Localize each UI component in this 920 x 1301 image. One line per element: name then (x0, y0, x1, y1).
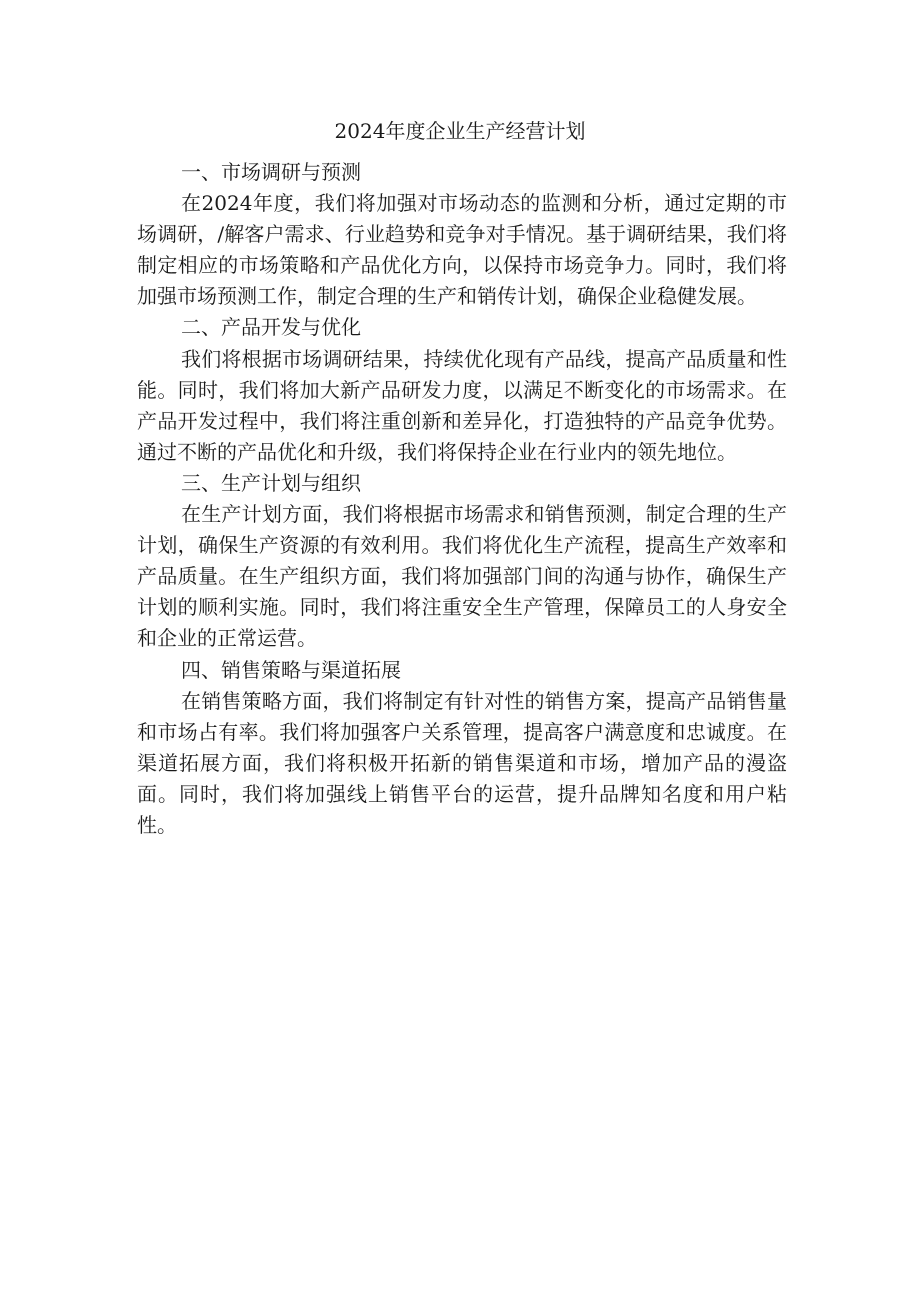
section-heading-production-plan: 三、生产计划与组织 (181, 470, 361, 495)
section-heading-sales-strategy: 四、销售策略与渠道拓展 (181, 657, 401, 682)
document-title: 2024年度企业生产经营计划 (334, 119, 586, 143)
section-heading-market-research: 一、市场调研与预测 (181, 160, 361, 184)
document-body (137, 157, 787, 841)
section-paragraph-sales-strategy: 在销售策略方面，我们将制定有针对性的销售方案，提高产品销售量和市场占有率。我们将加强客户关系管理，提高客户满意度和忠诚度。在渠道拓展方面，我们将积极开拓新的销售渠道和市场，增加产品的漫盗面。同时，我们将加强线上销售平台的运营，提升品牌知名度和用户粘性。 (137, 688, 787, 837)
section-paragraph-product-development: 我们将根据市场调研结果，持续优化现有产品线，提高产品质量和性能。同时，我们将加大新产品研发力度，以满足不断变化的市场需求。在产品开发过程中，我们将注重创新和差异化，打造独特的产品竞争优势。通过不断的产品优化和升级，我们将保持企业在行业内的领先地位。 (137, 346, 787, 464)
section-heading-product-development: 二、产品开发与优化 (181, 315, 361, 340)
section-paragraph-market-research: 在2024年度，我们将加强对市场动态的监测和分析，通过定期的市场调研，/解客户需求、行业趋势和竞争对手情况。基于调研结果，我们将制定相应的市场策略和产品优化方向，以保持市场竞争力。同时，我们将加强市场预测工作，制定合理的生产和销传计划，确保企业稳健发展。 (137, 191, 787, 309)
section-paragraph-production-plan: 在生产计划方面，我们将根据市场需求和销售预测，制定合理的生产计划，确保生产资源的有效利用。我们将优化生产流程，提高生产效率和产品质量。在生产组织方面，我们将加强部门间的沟通与协作，确保生产计划的顺利实施。同时，我们将注重安全生产管理，保障员工的人身安全和企业的正常运营。 (137, 502, 787, 651)
